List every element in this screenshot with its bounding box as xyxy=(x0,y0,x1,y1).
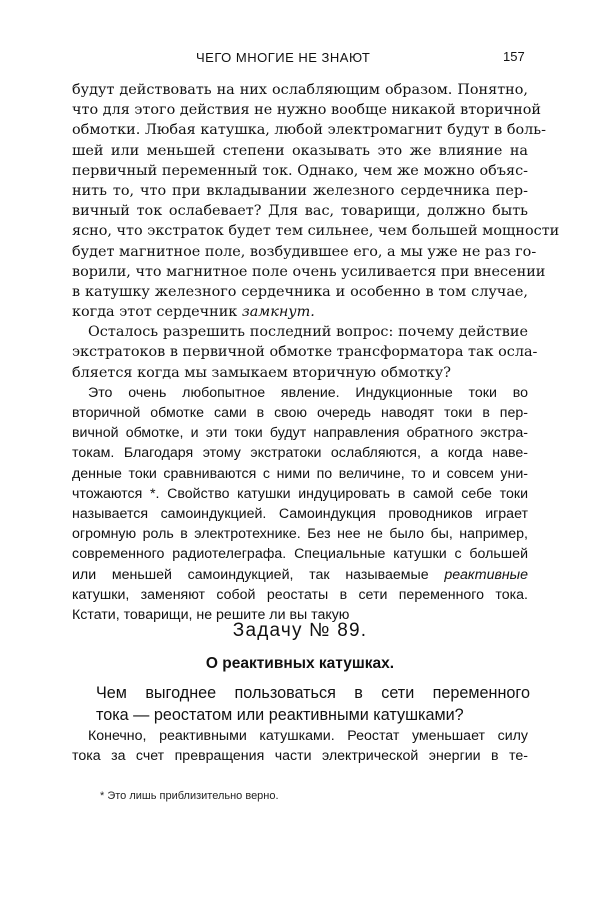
text-line: вичный ток ослабевает? Для вас, товарищи, должно быть xyxy=(72,203,528,220)
text-line: вичной обмотке, и эти токи будут направления обратного экстра- xyxy=(72,425,528,442)
text-line: катушки, заменяют собой реостаты в сети переменного тока. xyxy=(72,586,528,603)
section-heading: О реактивных катушках. xyxy=(205,655,395,672)
text-line: называется самоиндукцией. Самоиндукция проводников играет xyxy=(72,505,528,522)
emphasis-text: реактивные xyxy=(444,566,528,583)
text-line: обмотки. Любая катушка, любой электромагнит будут в боль- xyxy=(72,122,546,139)
text-line: экстратоков в первичной обмотке трансформатора так осла- xyxy=(72,344,538,361)
text-line: вторичной обмотке сами в свою очередь наводят токи в пер- xyxy=(72,405,528,421)
text-line: тока — реостатом или реактивными катушками? xyxy=(96,706,464,724)
text-line: чтожаются *. Свойство катушки индуцировать в самой себе токи xyxy=(72,485,528,502)
text-line: ворили, что магнитное поле очень усиливается при внесении xyxy=(72,263,546,280)
text-line: ясно, что экстраток будет тем сильнее, чем большей мощности xyxy=(72,223,560,240)
text-line xyxy=(72,302,528,322)
text-line: Это очень любопытное явление. Индукционные токи во xyxy=(88,384,528,401)
text-line: первичный переменный ток. Однако, чем же можно объяс- xyxy=(72,162,528,179)
text-line xyxy=(72,565,528,585)
text-line: огромную роль в электротехнике. Без нее не было бы, например, xyxy=(72,526,528,543)
text-line: Чем выгоднее пользоваться в сети переменного xyxy=(96,684,530,702)
main-text xyxy=(72,80,560,625)
text-line: Осталось разрешить последний вопрос: почему действие xyxy=(88,324,528,341)
text-fragment: когда этот сердечник xyxy=(72,304,238,321)
text-line: денные токи сравниваются с ними по величине, то и совсем уни- xyxy=(72,465,528,482)
footnote: * Это лишь приблизительно верно. xyxy=(100,790,279,802)
text-line: современного радиотелеграфа. Специальные катушки с большей xyxy=(72,546,528,563)
text-line: будет магнитное поле, возбудившее его, а мы уже не раз го- xyxy=(72,243,537,260)
running-head: ЧЕГО МНОГИЕ НЕ ЗНАЮТ xyxy=(196,50,371,65)
page-number: 157 xyxy=(503,49,525,64)
text-line: нить то, что при вкладывании железного сердечника пер- xyxy=(72,182,528,199)
task-title: Задачу № 89. xyxy=(232,620,368,641)
text-line: что для этого действия не нужно вообще никакой вторичной xyxy=(72,102,542,119)
text-line: Конечно, реактивными катушками. Реостат уменьшает силу xyxy=(88,728,528,744)
text-line: будут действовать на них ослабляющим образом. Понятно, xyxy=(72,82,528,98)
text-fragment: или меньшей самоиндукцией, так называемые xyxy=(72,566,429,583)
text-line: токам. Благодаря этому экстратоки ослабляются, а когда наве- xyxy=(72,445,528,462)
answer-text xyxy=(72,726,528,766)
question-text xyxy=(96,682,530,726)
emphasis-text: замкнут. xyxy=(241,304,315,321)
text-line: тока за счет превращения части электрической энергии в те- xyxy=(72,748,528,765)
text-line: шей или меньшей степени оказывать это же влияние на xyxy=(72,142,528,159)
text-line: в катушку железного сердечника и особенно в том случае, xyxy=(72,283,528,300)
text-line: бляется когда мы замыкаем вторичную обмотку? xyxy=(72,364,451,381)
text-line: Кстати, товарищи, не решите ли вы такую xyxy=(72,606,350,623)
